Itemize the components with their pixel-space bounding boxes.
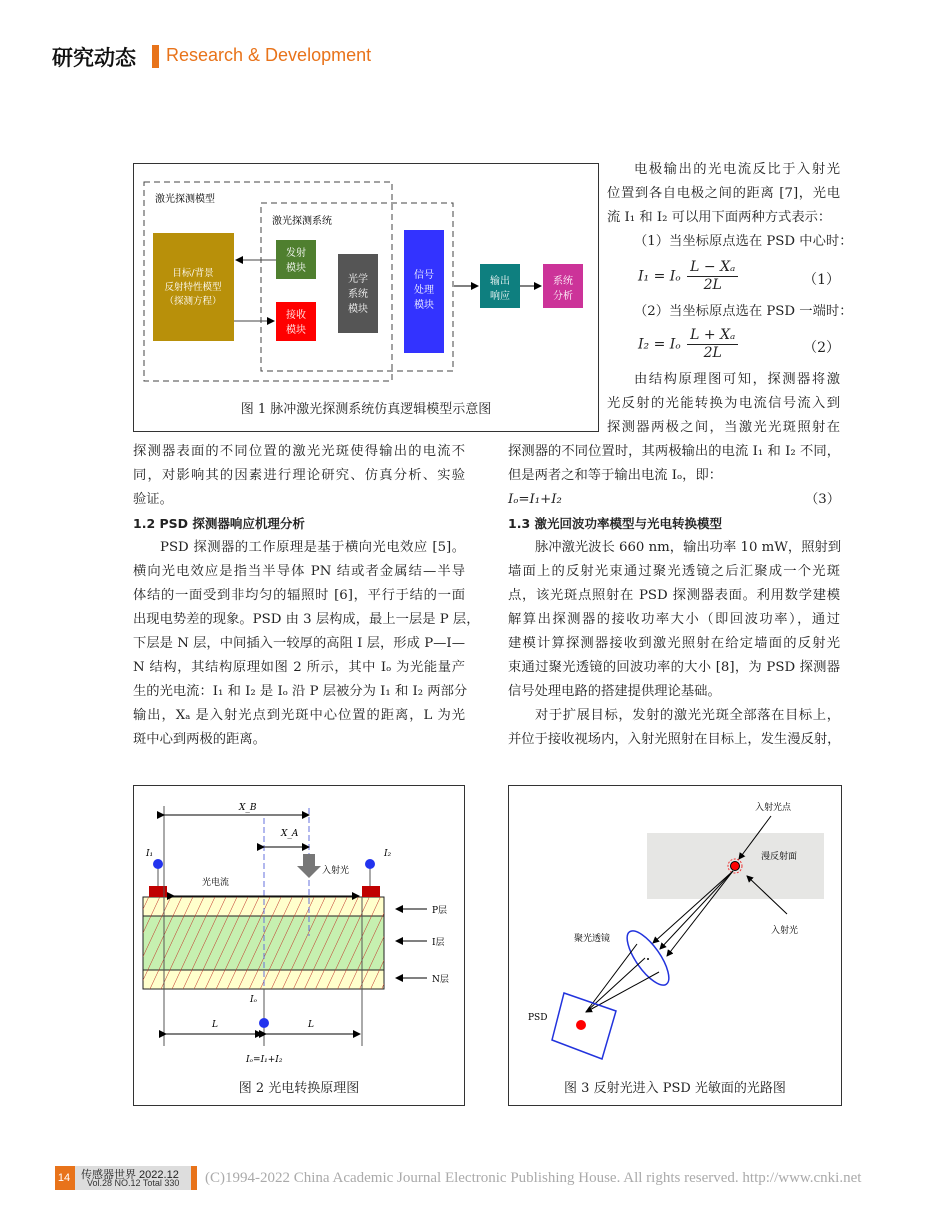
- label: 模块: [286, 263, 306, 274]
- page-number: 14: [57, 1172, 71, 1184]
- right-column-top: [607, 158, 853, 254]
- text-line: 下层是 N 层，中间插入一较厚的高阻 I 层，形成 P—I—: [133, 636, 465, 651]
- label: 发射: [286, 248, 306, 259]
- label: 响应: [490, 291, 510, 302]
- figure-1-caption: 图 1 脉冲激光探测系统仿真逻辑模型示意图: [240, 402, 492, 417]
- text-line: 墙面上的反射光束通过聚光透镜之后汇聚成一个光斑: [508, 564, 840, 579]
- eq1-numerator: L − Xₐ: [687, 259, 738, 277]
- label: Iₒ: [250, 995, 258, 1005]
- label: 入射光: [322, 866, 350, 876]
- eq1-number: （1）: [803, 272, 840, 288]
- text-line: 信号处理电路的搭建提供理论基础。: [508, 684, 721, 699]
- inner-label: 激光探测系统: [272, 216, 332, 227]
- page-badge: [55, 1166, 197, 1190]
- label: L: [308, 1020, 314, 1030]
- label: 反射特性模型: [164, 282, 222, 293]
- label: PSD: [528, 1013, 548, 1023]
- label: 聚光透镜: [574, 934, 611, 944]
- label: 模块: [348, 304, 368, 315]
- text-line: 光反射的光能转换为电流信号流入到: [607, 396, 840, 411]
- text-line: PSD 探测器的工作原理是基于横向光电效应 [5]。: [160, 540, 465, 555]
- journal-name: 传感器世界 2022.12: [81, 1169, 179, 1181]
- right-electrode: [362, 886, 380, 897]
- right-para-2-top: [607, 368, 840, 440]
- text-line: 但是两者之和等于输出电流 Iₒ，即：: [508, 468, 723, 483]
- text-line: 点，该光斑点照射在 PSD 探测器表面。利用数学建模: [508, 588, 840, 603]
- label: N层: [432, 975, 449, 985]
- text-line: 并位于接收视场内，入射光照射在目标上，发生漫反射，: [508, 732, 841, 747]
- label: Iₒ=I₁+I₂: [246, 1055, 283, 1065]
- text-line: 探测器两极之间，当激光光斑照射在: [607, 420, 840, 435]
- section-heading-1-2: 1.2 PSD 探测器响应机理分析: [133, 516, 305, 531]
- figure-3-caption: 图 3 反射光进入 PSD 光敏面的光路图: [564, 1081, 786, 1096]
- text-line: 体结的一面受到非均匀的辐照时 [6]，平行于结的一面: [133, 588, 465, 603]
- text-line: 位置到各自电极之间的距离 [7]，光电: [607, 186, 840, 201]
- text-line: 探测器的不同位置时，其两极输出的电流 I₁ 和 I₂ 不同，: [508, 444, 840, 459]
- text-line: 生的光电流：I₁ 和 I₂ 是 Iₒ 沿 P 层被分为 I₁ 和 I₂ 两部分: [133, 684, 468, 699]
- outer-label: 激光探测模型: [155, 194, 215, 205]
- label: 入射光点: [755, 803, 792, 813]
- text-line: 对于扩展目标，发射的激光光斑全部落在目标上，: [535, 708, 840, 723]
- label: 光学: [348, 274, 368, 285]
- label: 分析: [553, 291, 573, 302]
- figure-1-diagram: [134, 164, 598, 431]
- text-line: N 结构，其结构原理如图 2 所示，其中 Iₒ 为光能量产: [133, 660, 465, 675]
- label: 入射光: [771, 926, 799, 936]
- label: （探测方程）: [164, 296, 222, 307]
- label: L: [212, 1020, 218, 1030]
- figure-2: [133, 785, 465, 1106]
- case-2-text: （2）当坐标原点选在 PSD 一端时：: [634, 304, 853, 319]
- text-line: 电极输出的光电流反比于入射光: [634, 162, 840, 177]
- case-1-text: （1）当坐标原点选在 PSD 中心时：: [634, 234, 853, 249]
- section-title-cn: 研究动态: [52, 46, 136, 70]
- eq1-lhs: I₁ = Iₒ: [638, 268, 681, 285]
- text-line: 束通过聚光透镜的回波功率的大小 [8]，为 PSD 探测器: [508, 660, 840, 675]
- equation-2: [638, 327, 840, 367]
- label: 系统: [553, 276, 573, 287]
- section-title-en: Research & Development: [166, 45, 372, 65]
- figure-3-diagram: [509, 786, 841, 1105]
- label: I层: [432, 938, 445, 948]
- figure-3: [508, 785, 842, 1106]
- case-2: [607, 300, 853, 324]
- eq1-denominator: 2L: [703, 277, 722, 293]
- text-line: 流 I₁ 和 I₂ 可以用下面两种方式表示：: [607, 210, 832, 225]
- figure-2-diagram: [134, 786, 464, 1105]
- incident-spot: [731, 862, 740, 871]
- eq3-text: Iₒ=I₁+I₂: [508, 492, 562, 507]
- label: 光电流: [202, 878, 230, 888]
- text-line: 斑中心到两极的距离。: [133, 732, 266, 747]
- label: P层: [432, 906, 448, 916]
- eq2-lhs: I₂ = Iₒ: [638, 336, 681, 353]
- text-line: 脉冲激光波长 660 nm，输出功率 10 mW，照射到: [535, 540, 842, 555]
- psd-spot: [576, 1020, 586, 1030]
- io-terminal: [259, 1018, 269, 1028]
- incident-light-arrow: [297, 854, 321, 878]
- text-line: 横向光电效应是指当半导体 PN 结或者金属结—半导: [133, 564, 465, 579]
- eq2-number: （2）: [803, 340, 840, 356]
- label: 信号: [414, 270, 434, 281]
- label: X_A: [281, 829, 299, 839]
- eq2-numerator: L + Xₐ: [687, 327, 738, 345]
- i1-terminal: [153, 859, 163, 869]
- eq2-denominator: 2L: [703, 345, 722, 361]
- eq3-number: （3）: [804, 492, 840, 507]
- label: 漫反射面: [761, 852, 798, 862]
- label: 目标/背景: [172, 268, 214, 279]
- copyright-line: (C)1994-2022 China Academic Journal Electronic Publishing House. All rights reserved. http://www.cnki.net: [205, 1170, 862, 1186]
- i2-terminal: [365, 859, 375, 869]
- label: 模块: [414, 300, 434, 311]
- label: 接收: [286, 310, 306, 321]
- text-line: 出现电势差的现象。PSD 由 3 层构成，最上一层是 P 层，: [133, 612, 480, 627]
- label: 模块: [286, 325, 306, 336]
- label: I₂: [384, 849, 392, 859]
- left-column: [133, 440, 480, 752]
- label: X_B: [239, 803, 257, 813]
- figure-1: [133, 163, 599, 432]
- text-line: 验证。: [133, 492, 173, 507]
- journal-issue: Vol.28 NO.12 Total 330: [87, 1178, 180, 1188]
- text-line: 建模计算探测器接收到激光照射在给定墙面的反射光: [508, 636, 840, 651]
- text-line: 探测器表面的不同位置的激光光斑使得输出的电流不: [133, 444, 465, 459]
- right-column-bottom: [508, 440, 840, 752]
- figure-2-caption: 图 2 光电转换原理图: [238, 1081, 360, 1096]
- label: 系统: [348, 289, 368, 300]
- text-line: 由结构原理图可知，探测器将激: [634, 372, 840, 387]
- label: 输出: [490, 276, 510, 287]
- text-line: 输出，Xₐ 是入射光点到光斑中心位置的距离，L 为光: [133, 708, 465, 723]
- equation-1: [638, 259, 840, 299]
- equation-3: [508, 488, 840, 512]
- text-line: 解算出探测器的接收功率大小（即回波功率），通过: [508, 612, 840, 627]
- label: I₁: [146, 849, 154, 859]
- section-heading-1-3: 1.3 激光回波功率模型与光电转换模型: [508, 516, 722, 531]
- text-line: 同，对影响其的因素进行理论研究、仿真分析、实验: [133, 468, 465, 483]
- label: 处理: [414, 285, 434, 296]
- section-title-bar: [152, 45, 159, 68]
